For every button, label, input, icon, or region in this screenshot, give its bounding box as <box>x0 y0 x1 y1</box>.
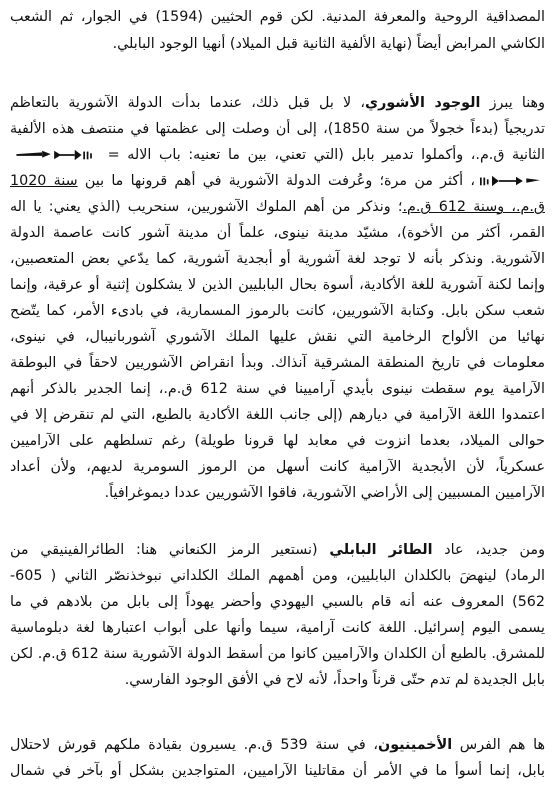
underlined-date: ق.م.، وسنة 612 ق.م. <box>402 199 545 215</box>
text-line: الآشورية. ونذكر بأنه لا توجد لغة آشورية أو أبجدية آشورية، كما يدّعي بعض المتعصبين، <box>10 251 545 267</box>
text-fragment: ؛ ونذكر من أهم الملوك الآشوريين، سنحريب (الذي يعني: يا اله <box>10 199 403 215</box>
text-line: بابل، إنما أسوأ ما في الأمر أن مقاتلينا الآراميين، المتواجدين بشكل أو بآخر في شمال <box>10 763 545 779</box>
text-line: للمشرق. بالطبع أن الكلدان والآراميين كانوا من أسقط الدولة الآشورية سنة 612 ق.م. لكن <box>10 646 545 662</box>
text-line: 562) المعروف عنه أنه قام بالسبي اليهودي وأحضر يهوداً إلى بابل من بلادهم في ما <box>10 594 545 610</box>
text-fragment: ها هم الفرس <box>452 737 545 753</box>
text-line: عسكرياً، لأن الأبجدية الآرامية كانت أسهل من الرموز السومرية لديهم، ولأن أعداد <box>10 459 545 475</box>
text-line: معلومات في تاريخ المنطقة المشرقية آنذاك. وبدأ انقراض الآشوريين لاحقاً في البوطقة <box>10 355 545 371</box>
text-line: الكاشي المرابض أيضاً (نهاية الألفية الثانية قبل الميلاد) أنهيا الوجود البابلي. <box>112 36 545 52</box>
text-line <box>10 169 545 194</box>
text-fragment: الثانية ق.م.، وأكملوا تدمير بابل (التي تعني، بين ما تعنيه: باب الاله = <box>107 147 545 163</box>
text-line: القمر، أكثر من الأخوة)، مشيّد مدينة نينوى، علماً أن مدينة آشور كانت عاصمة الدولة <box>10 225 545 241</box>
text-fragment: ، أكثر من مرة؛ وعُرفت الدولة الآشورية في أهم قرونها ما بين <box>77 173 475 189</box>
text-line: حوالى الميلاد، بعدما انزوت في معابد لها قرونا طويلة) رغم تسلطهم على الآراميين <box>10 433 545 449</box>
bold-term-achaemenids: الأخمينيون <box>378 737 453 753</box>
underlined-date: سنة 1020 <box>10 173 78 189</box>
text-line: نهائيا من الألواح الرخامية التي نقش عليها الملك الآشوري آشوربانيبال، في نينوى، <box>10 329 545 345</box>
text-line: الآراميين المسبيين إلى الأراضي الآشورية، فاقوا الآشوريين عددا ديموغرافياً. <box>104 485 545 501</box>
text-line <box>10 143 545 168</box>
text-line: اعتمدوا اللغة الآرامية في ديارهم (إلى جانب اللغة الأكادية بالطبع، التي لم تنقرض إلا في <box>10 407 545 423</box>
text-line <box>10 733 545 758</box>
text-line: الرماد) لينهضَ بالكلدان البابليين، ومن أهمهم الملك الكلداني نبوخذنصّر الثاني ( 605- <box>10 568 545 584</box>
text-line: الآرامية يوم سقطت نينوى بأيدي آراميينا في سنة 612 ق.م.، إنما الجدير بالذكر أنهم <box>10 381 545 397</box>
text-line: وإنما لكنة آشورية للغة الأكادية، أسوة بحال البابليين الذين لا يشكلون إثنية أو عرقية، وإنما <box>10 277 545 293</box>
cuneiform-glyph-icon <box>10 149 100 161</box>
text-line: بابل الجديدة لم تدم حتّى قرناً واحداً، لأنه لاح في الأفق الوجود الفارسي. <box>124 672 545 688</box>
bold-term-babylonian-bird: الطائر البابلي <box>329 542 433 558</box>
text-fragment: ، لا بل قبل ذلك، عندما بدأت الدولة الآشورية بالتعاظم <box>10 95 365 111</box>
text-fragment: ومن جديد، عاد <box>432 542 545 558</box>
text-fragment: (نستعير الرمز الكنعاني هنا: الطائرالفينيقي من <box>10 542 330 558</box>
text-line: يسمى اليوم إسرائيل. اللغة كانت آرامية، سيما وأنها على أبواب اعتبارها لغة دبلوماسية <box>10 620 545 636</box>
text-line <box>10 195 545 220</box>
text-fragment: وهنا يبرز <box>480 95 545 111</box>
text-line <box>10 91 545 116</box>
text-line <box>10 538 545 563</box>
text-line: المصداقية الروحية والمعرفة المدنية. لكن قوم الحثيين (1594) في الجوار، ثم الشعب <box>10 9 545 25</box>
cuneiform-glyph-icon <box>475 175 545 187</box>
bold-term-assyrian-presence: الوجود الأشوري <box>365 95 481 111</box>
text-fragment: ، في سنة 539 ق.م. يسيرون بقيادة ملكهم قورش لاحتلال <box>10 737 379 753</box>
text-line: شعب سكن بابل. وكتابة الآشوريين، كانت بالرموز المسمارية، في بادىء الأمر، كما يتّضح <box>10 303 545 319</box>
text-line: تدريجياً (بدءاً خجولاً من سنة 1850)، إلى أن وصلت إلى عظمتها في منتصف هذه الألفية <box>10 121 545 137</box>
